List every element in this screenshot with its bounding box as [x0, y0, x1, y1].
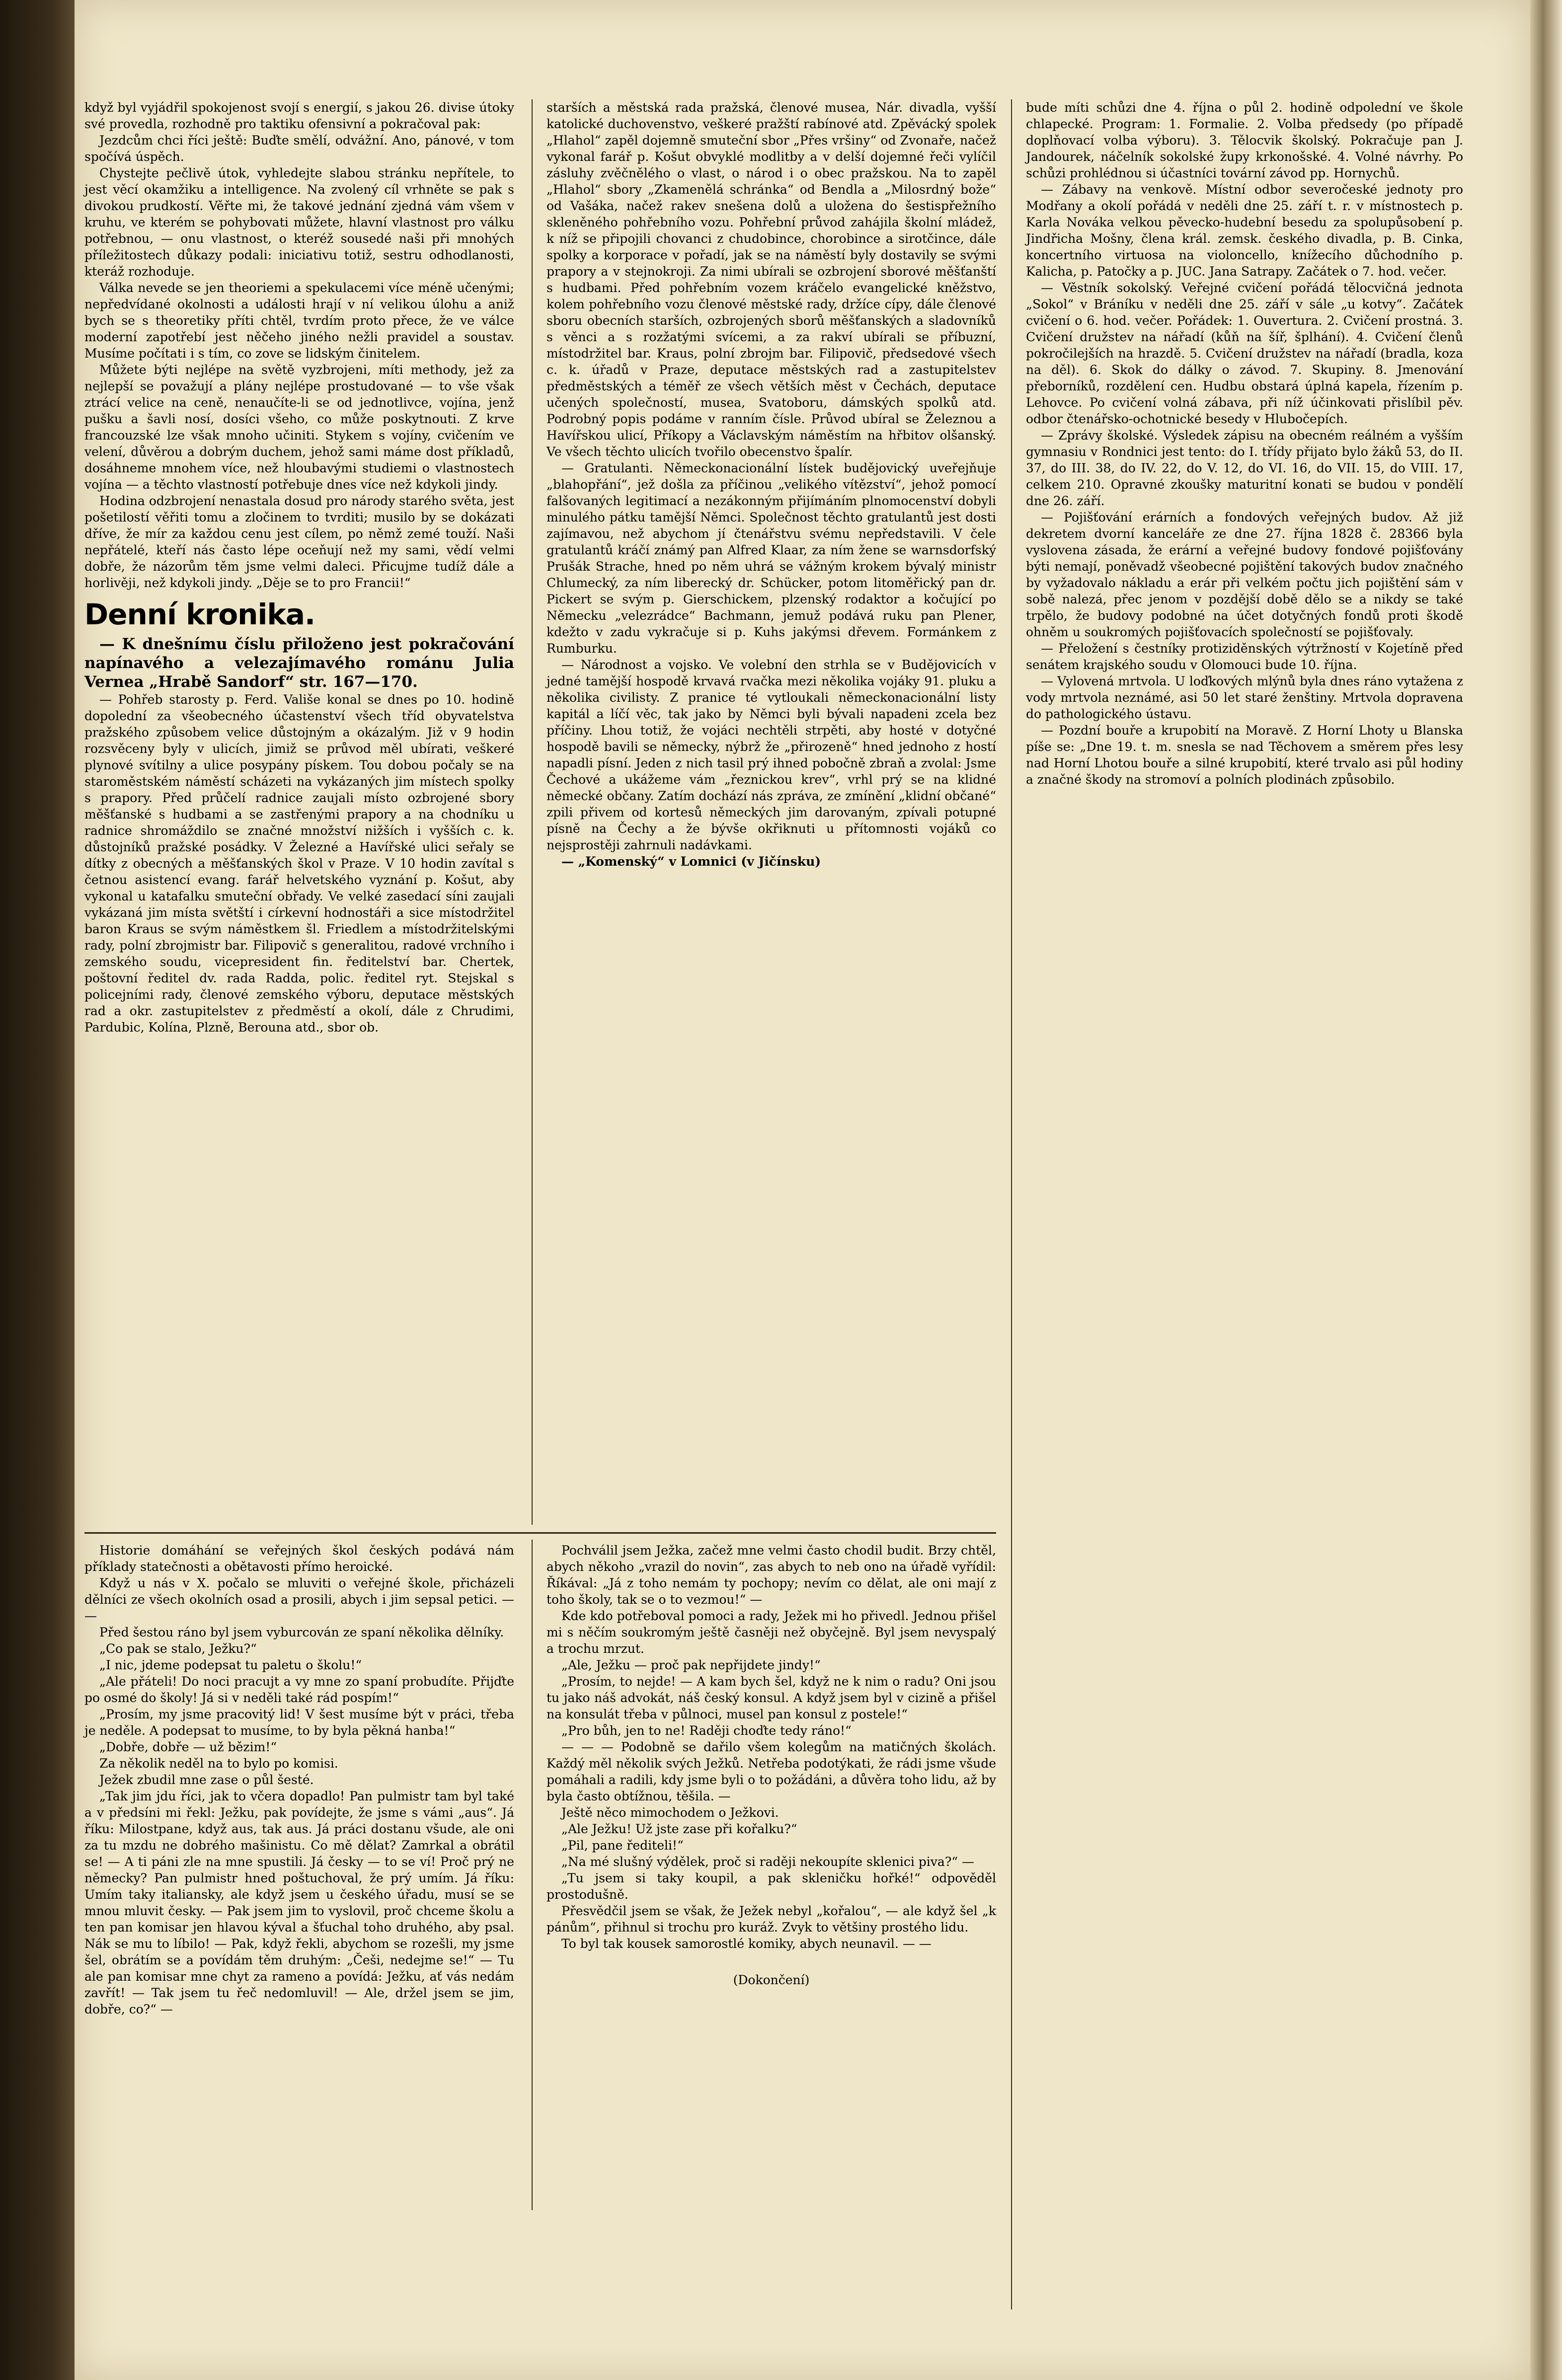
feuilleton-text: Kde kdo potřeboval pomoci a rady, Ježek mi ho přivedl. Jednou přišel mi s něčím soukromým ještě časněji než obyčejně. Byl jsem nevyspalý a trochu mrzut.	[547, 1609, 996, 1656]
column-divider	[1011, 99, 1012, 2309]
feuilleton-text: Když u nás v X. počalo se mluviti o veřejné škole, přicházeli dělníci ze všech okolních osad a prosili, abych i jim sepsal petici. — —	[84, 1576, 514, 1623]
news-item-zabavy: — Zábavy na venkově. Místní odbor severočeské jednoty pro Modřany a okolí pořádá v neděli dne 25. září t. r. v místnostech p. Karla Nováka velkou pěvecko-hudební besedu za spolupůsobení p. Jindřicha Mošny, člena král. zemsk. českého divadla, p. B. Cinka, koncertního virtuosa na violoncello, knížecího důchodního p. Kalicha, p. Patočky a p. JUC. Jana Satrapy. Začátek o 7. hod. večer.	[1026, 182, 1463, 279]
news-item-gratulanti: — Gratulanti. Německonacionální lístek budějovický uveřejňuje „blahopřání“, jež došla za příčinou „velikého vítězství“, jehož pomocí falšovaných legitimací a nezákonným přijímáním plnomocenství dobyli minulého pátku tamější Němci. Společnost těchto gratulantů jest dosti zajímavou, než abychom jí čtenářstvu svému nepředstavili. V čele gratulantů kráčí známý pan Alfred Klaar, za ním žene se warnsdorfský Prušák Strache, hned po něm uhrá se vážným krokem bývalý ministr Chlumecký, za ním liberecký dr. Schücker, potom litoměřický pan dr. Pickert se svým p. Gierschickem, plzenský rodaktor a kočující po Německu „velezrádce“ Bachmann, jemuž podává ruku pan Plener, kdežto v zadu vykračuje si p. Kuhs jakýmsi dřevem. Formánkem z Rumburku.	[547, 461, 996, 656]
column-2	[547, 99, 996, 870]
feuilleton-text: „Pro bůh, jen to ne! Raději choďte tedy ráno!“	[561, 1723, 852, 1738]
feuilleton-text: „Ale Ježku! Už jste zase při kořalku?“	[561, 1822, 797, 1836]
feuilleton-text: „Na mé slušný výdělek, proč si raději nekoupíte sklenici piva?“ —	[561, 1855, 974, 1869]
feuilleton-text: To byl tak kousek samorostlé komiky, abych neunavil. — —	[561, 1936, 932, 1951]
feuilleton-text: Ježek zbudil mne zase o půl šesté.	[99, 1773, 314, 1787]
section-heading-denni-kronika: Denní kronika.	[84, 597, 315, 631]
feuilleton-text: Za několik neděl na to bylo po komisi.	[99, 1756, 338, 1771]
article-text: když byl vyjádřil spokojenost svojí s energií, s jakou 26. divise útoky své provedla, rozhodně pro taktiku ofensivní a pokračoval pak:	[84, 100, 514, 131]
news-item-pojistovani: — Pojišťování erárních a fondových veřejných budov. Až již dekretem dvorní kanceláře ze dne 27. října 1828 č. 28366 byla vyslovena zásada, že erární a veřejné budovy fondové pojišťovány býti nemají, poněvadž všeobecné pojištění takových budov značného by vyžadovalo nákladu a erár při velkém počtu jich pojištění sám v sobě nalezá, přec jenom v pozdější době dělo se a nikdy se také trpělo, že budovy podobné na účet dotyčných fondů proti škodě ohněm u soukromých pojišťovacích společností se pojišťovaly.	[1026, 510, 1463, 639]
feuilleton-text: „Prosím, my jsme pracovitý lid! V šest musíme být v práci, třeba je neděle. A podepsat to musíme, to by byla pěkná hanba!“	[84, 1707, 514, 1738]
news-item-pohreb-continued: starších a městská rada pražská, členové musea, Nár. divadla, vyšší katolické duchovenstvo, veškeré pražští rabínové atd. Zpěvácký spolek „Hlahol“ zapěl dojemně smuteční sbor „Přes vršiny“ od Zvonaře, načež vykonal farář p. Košut obvyklé modlitby a v delší dojemné řeči vylíčil zásluhy zvěčnělého o vlast, o národ i o obec pražskou. Na to zapěl „Hlahol“ sbory „Zkamenělá schránka“ od Bendla a „Milosrdný bože“ od Vašáka, načež rakev snešena dolů a uložena do šestispřežního skleněného pohřebního vozu. Pohřební průvod zahájila školní mládež, k níž se připojili chovanci z chudobince, chorobince a sirotčince, dále spolky a korporace v pořadí, jak se na náměstí byly dostavily se svými prapory a v stejnokroji. Za nimi ubírali se ozbrojení sborové měšťanští s hudbami. Před pohřebním vozem kráčelo evangelické kněžstvo, kolem pohřebního vozu členové městské rady, držíce cípy, dále členové sboru obecních starších, ozbrojených sborů měšťanských a sladovníků s věnci a s rozžatými svícemi, a za rakví ubírali se příbuzní, místodržitel bar. Kraus, polní zbrojm bar. Filipovič, předsedové všech c. k. úřadů v Praze, deputace městských rad a zastupitelstev předměstských a téměř ze všech větších měst v Čechách, deputace učených společností, musea, Svatoboru, dámských spolků atd. Podrobný popis podáme v ranním čísle. Průvod ubíral se Železnou a Havířskou ulicí, Příkopy a Václavským náměstím na hřbitov olšanský. Ve všech těchto ulicích tvořilo obecenstvo špalír.	[547, 100, 996, 459]
article-text: Chystejte pečlivě útok, vyhledejte slabou stránku nepřítele, to jest věcí okamžiku a intelligence. Na zvolený cíl vrhněte se pak s divokou prudkostí. Věřte mi, že takové jednání zjedná vám všem v kruhu, ve kterém se pohybovati můžete, hlavní vlastnost pro válku potřebnou, — onu vlastnost, o kteréž sousedé naši při mnohých příležitostech důkazy podali: iniciativu totiž, sestru odhodlanosti, kteráž rozhoduje.	[84, 166, 514, 279]
feuilleton-left	[84, 1542, 514, 2017]
article-text: Jezdcům chci říci ještě: Buďte smělí, odvážní. Ano, pánové, v tom spočívá úspěch.	[84, 133, 514, 164]
binding-edge	[0, 0, 75, 2380]
news-item-narodnost: — Národnost a vojsko. Ve volební den strhla se v Budějovicích v jedné tamější hospodě krvavá rvačka mezi několika vojáky 91. pluku a několika civilisty. Z pranice té vytloukali německonacionální listy kapitál a líčí věc, tak jako by Němci byli bývali napadeni zcela bez příčiny. Lhou totiž, že vojáci nechtěli strpěti, aby hosté v dotyčné hospodě bavili se německy, nýbrž že „přirozeně“ hned jednoho z hostí napadli písní. Jeden z nich tasil prý ihned pobočně zbraň a zvolal: Jsme Čechové a ukážeme vám „řeznickou krev“, vrhl prý se na klidné německé občany. Zatím dochází nás zpráva, ze zmínění „klidní občané“ zpili přivem od kortesů německých jim darovaným, zpívali potupné písně na Čechy a že bývše okřiknuti u přítomnosti vojáků co nejsprostěji zahrnuli nadávkami.	[547, 658, 996, 852]
article-text: Můžete býti nejlépe na světě vyzbrojeni, míti methody, jež za nejlepší se považují a plány nejlépe prostudované — to vše však ztrácí velice na ceně, nenaučíte-li se od jednotlivce, vojína, jenž pušku a šavli nosí, dosíci všeho, co může poskytnouti. Z krve francouzské lze však mnoho učiniti. Stykem s vojíny, cvičením ve velení, důvěrou a dobrým duchem, jehož sami máme dost příkladů, dosáhneme mnohem více, než hloubavými studiemi o vlastnostech vojína — a těchto vlastností potřebuje dnes více než kdykoli jindy.	[84, 363, 514, 492]
feuilleton-text: „Ale přáteli! Do noci pracujt a vy mne zo spaní probudíte. Přijďte po osmé do školy! Já si v neděli také rád pospím!“	[84, 1674, 514, 1705]
news-item-prelicni: — Přeložení s čestníky protiziděnských výtržností v Kojetíně před senátem krajského soudu v Olomouci bude 10. října.	[1026, 641, 1463, 672]
feuilleton-text: „Tu jsem si taky koupil, a pak skleničku hořké!“ odpověděl prostodušně.	[547, 1871, 996, 1902]
news-item-pohreb: — Pohřeb starosty p. Ferd. Vališe konal se dnes po 10. hodině dopolední za všeobecného účastenství všech tříd obyvatelstva pražského způsobem velice důstojným a okázalým. Již v 9 hodin rozsvěceny byly v ulicích, jimiž se průvod měl ubírati, veškeré plynové svítilny a ulice posypány pískem. Tou dobou počaly se na staroměstském náměstí scházeti na vykázaných jim místech spolky s prapory. Před průčelí radnice zaujali místo ozbrojené sbory měšťanské s hudbami a se zastřenými prapory a na chodníku u radnice shromáždilo se značné množství nižších i vyšších c. k. důstojníků pražské posádky. V Železné a Havířské ulici seřaly se dítky z obecných a měšťanských škol v Praze. V 10 hodin zavítal s četnou asistencí evang. farář helvetského vyznání p. Košut, aby vykonal u katafalku smuteční obřady. Ve velké zasedací síni zaujali vykázaná jim místa světští i církevní hodnostáři a sice místodržitel baron Kraus se svým náměstkem šl. Friedlem a místodržitelskými rady, polní zbrojmistr bar. Filipovič s generalitou, radové vrchního i zemského soudu, vicepresident fin. ředitelství bar. Chertek, poštovní ředitel dv. rada Radda, polic. ředitel ryt. Stejskal s policejními rady, členové zemského výboru, deputace městských rad a okr. zastupitelstev z předměstí a okolí, dále z Chrudimi, Pardubic, Kolína, Plzně, Berouna atd., sbor ob.	[84, 692, 514, 1035]
feuilleton-text: — — — Podobně se dařilo všem kolegům na matičných školách. Každý měl několik svých Ježků. Netřeba podotýkati, že rádi jsme všude pomáhali a radili, kdy jsme byli o to požádáni, a důvěra toho lidu, až by byla často obtížnou, těšila. —	[547, 1740, 996, 1803]
feuilleton-text: „Pil, pane řediteli!“	[561, 1838, 684, 1853]
feuilleton-text: „I nic, jdeme podepsat tu paletu o školu!“	[99, 1658, 362, 1672]
supplement-notice: — K dnešnímu číslu přiloženo jest pokračování napínavého a velezajímavého románu Julia Vernea „Hrabě Sandorf“ str. 167—170.	[84, 635, 514, 691]
feuilleton-text: Historie domáhání se veřejných škol českých podává nám příklady statečnosti a obětavosti přímo heroické.	[84, 1543, 514, 1574]
news-item-pozdni-boure: — Pozdní bouře a krupobití na Moravě. Z Horní Lhoty u Blanska píše se: „Dne 19. t. m. snesla se nad Těchovem a směrem přes lesy nad Horní Lhotou bouře a silné krupobití, které trvalo asi půl hodiny a značné škody na stromoví a polních plodinách způsobilo.	[1026, 723, 1463, 787]
feuilleton-text: „Co pak se stalo, Ježku?“	[99, 1641, 257, 1656]
column-1	[84, 99, 514, 1036]
column-divider	[532, 1540, 533, 2210]
feuilleton-text: Pochválil jsem Ježka, začež mne velmi často chodil budit. Brzy chtěl, abych někoho „vrazil do novin“, zas abych to neb ono na úřadě vyřídil: Říkával: „Já z toho nemám ty pochopy; nevím co dělat, ale oni mají z toho školy, tak se o to vezmou!“ —	[547, 1543, 996, 1607]
feuilleton-text: Před šestou ráno byl jsem vyburcován ze spaní několika dělníky.	[99, 1625, 504, 1639]
feuilleton-text: „Dobře, dobře — už bězim!“	[99, 1740, 277, 1754]
news-item-zpravy-skolske: — Zprávy školské. Výsledek zápisu na obecném reálném a vyšším gymnasiu v Rondnici jest tento: do I. třídy přijato bylo žáků 53, do II. 37, do III. 38, do IV. 22, do V. 12, do VI. 16, do VII. 15, do VIII. 17, celkem 210. Opravné zkoušky maturitní konati se budou v pondělí dne 26. září.	[1026, 428, 1463, 508]
continuation-note: (Dokončení)	[733, 1973, 810, 1987]
page-edge-right	[1530, 0, 1562, 2380]
feuilleton-text: „Prosím, to nejde! — A kam bych šel, když ne k nim o radu? Oni jsou tu jako náš advokát, náš český konsul. A když jsem byl v cizině a přišel na konsulát třeba v půlnoci, musel pan konsul z postele!“	[547, 1674, 996, 1721]
column-3	[1026, 99, 1463, 788]
column-divider	[532, 99, 533, 1525]
article-text: Hodina odzbrojení nenastala dosud pro národy starého světa, jest pošetilostí věřiti tomu a zločinem to tvrditi; musilo by se dokázati dříve, že mír za každou cenu jest cílem, po němž zemé touží. Naši nepřátelé, kteří nás často lépe oceňují než my sami, vědí velmi dobře, že názorům těm jsme velmi daleci. Přicujme tudíž dále a horlivěji, než kdykoli jindy. „Děje se to pro Francii!“	[84, 494, 514, 590]
news-item-vestnik-sokolsky: — Věstník sokolský. Veřejné cvičení pořádá tělocvičná jednota „Sokol“ v Bráníku v neděli dne 25. září v sále „u kotvy“. Začátek cvičení o 6. hod. večer. Pořádek: 1. Ouvertura. 2. Cvičení prostná. 3. Cvičení družstev na nářadí (kůň na šíř, šplhání). 4. Cvičení členů pokročilejších na hrazdě. 5. Cvičení družstev na nářadí (bradla, koza na děl). 6. Skok do dálky o závod. 7. Skupiny. 8. Jmenování přeborníků, rozdělení cen. Hudbu obstará úplná kapela, řízením p. Lehovce. Po cvičení volná zábava, při níž účinkovati přislíbil pěv. odbor čtenářsko-ochotnické besedy v Hlubočepích.	[1026, 281, 1463, 426]
feuilleton-text: „Tak jim jdu říci, jak to včera dopadlo! Pan pulmistr tam byl také a v předsíni mi řekl: Ježku, pak povídejte, že jsme s vámi „aus“. Já říku: Milostpane, když aus, tak aus. Já práci dostanu všude, ale oni za tu mzdu ne dobrého mašinistu. Co mě dělat? Zamrkal a obrátil se! — A ti páni zle na mne spustili. Já česky — to se ví! Proč prý ne německy? Pan pulmistr hned poštuchoval, že prý umím. Já říku: Umím taky italiansky, ale když jsem u českého úřadu, musí se se mnou mluvit česky. — Pak jsem jim to vyslovil, proč chceme školu a ten pan komisar jen hlavou kýval a šťuchal toho druhého, aby psal. Nák se mu to líbilo! — Pak, když řekli, abychom se rozešli, my jsme šel, obrátím se a povídám těm druhým: „Češi, nedejme se!“ — Tu ale pan komisar mne chyt za rameno a povídá: Ježku, ať vás nedám zavřít! — Tak jsem tu řeč nedomluvil! — Ale, držel jsem se jim, dobře, co?“ —	[84, 1789, 514, 2016]
article-text: Válka nevede se jen theoriemi a spekulacemi více méně učenými; nepředvídané okolnosti a události hrají v ní velikou úlohu a aniž bych se s theoretiky příti chtěl, tvrdím proto přece, že ve válce moderní zapotřebí jest něčeho jiného nežli pravidel a soustav. Musíme počítati i s tím, co zove se lidským činitelem.	[84, 281, 514, 361]
feuilleton-separator	[84, 1532, 996, 1534]
feuilleton-text: „Ale, Ježku — proč pak nepřijdete jindy!“	[561, 1658, 821, 1672]
news-item-vylovena-mrtvola: — Vylovená mrtvola. U loďkových mlýnů byla dnes ráno vytažena z vody mrtvola neznámé, asi 50 let staré ženštiny. Mrtvola dopravena do pathologického ústavu.	[1026, 674, 1463, 721]
feuilleton-text: Přesvědčil jsem se však, že Ježek nebyl „kořalou“, — ale když šel „k pánům“, přihnul si trochu pro kuráž. Zvyk to většiny prostého lidu.	[547, 1904, 996, 1934]
news-item-komensky: — „Komenský“ v Lomnici (v Jičínsku)	[561, 854, 821, 869]
feuilleton-middle	[547, 1542, 996, 1988]
feuilleton-text: Ještě něco mimochodem o Ježkovi.	[561, 1805, 779, 1820]
news-item-komensky-continued: bude míti schůzi dne 4. října o půl 2. hodině odpolední ve škole chlapecké. Program: 1. Formalie. 2. Volba předsedy (po případě doplňovací volba výboru). 3. Tělocvik školský. Pokračuje pan J. Jandourek, náčelník sokolské župy krkonošské. 4. Volné návrhy. Po schůzi prohlédnou si účastníci tovární závod pp. Hornychů.	[1026, 100, 1463, 180]
